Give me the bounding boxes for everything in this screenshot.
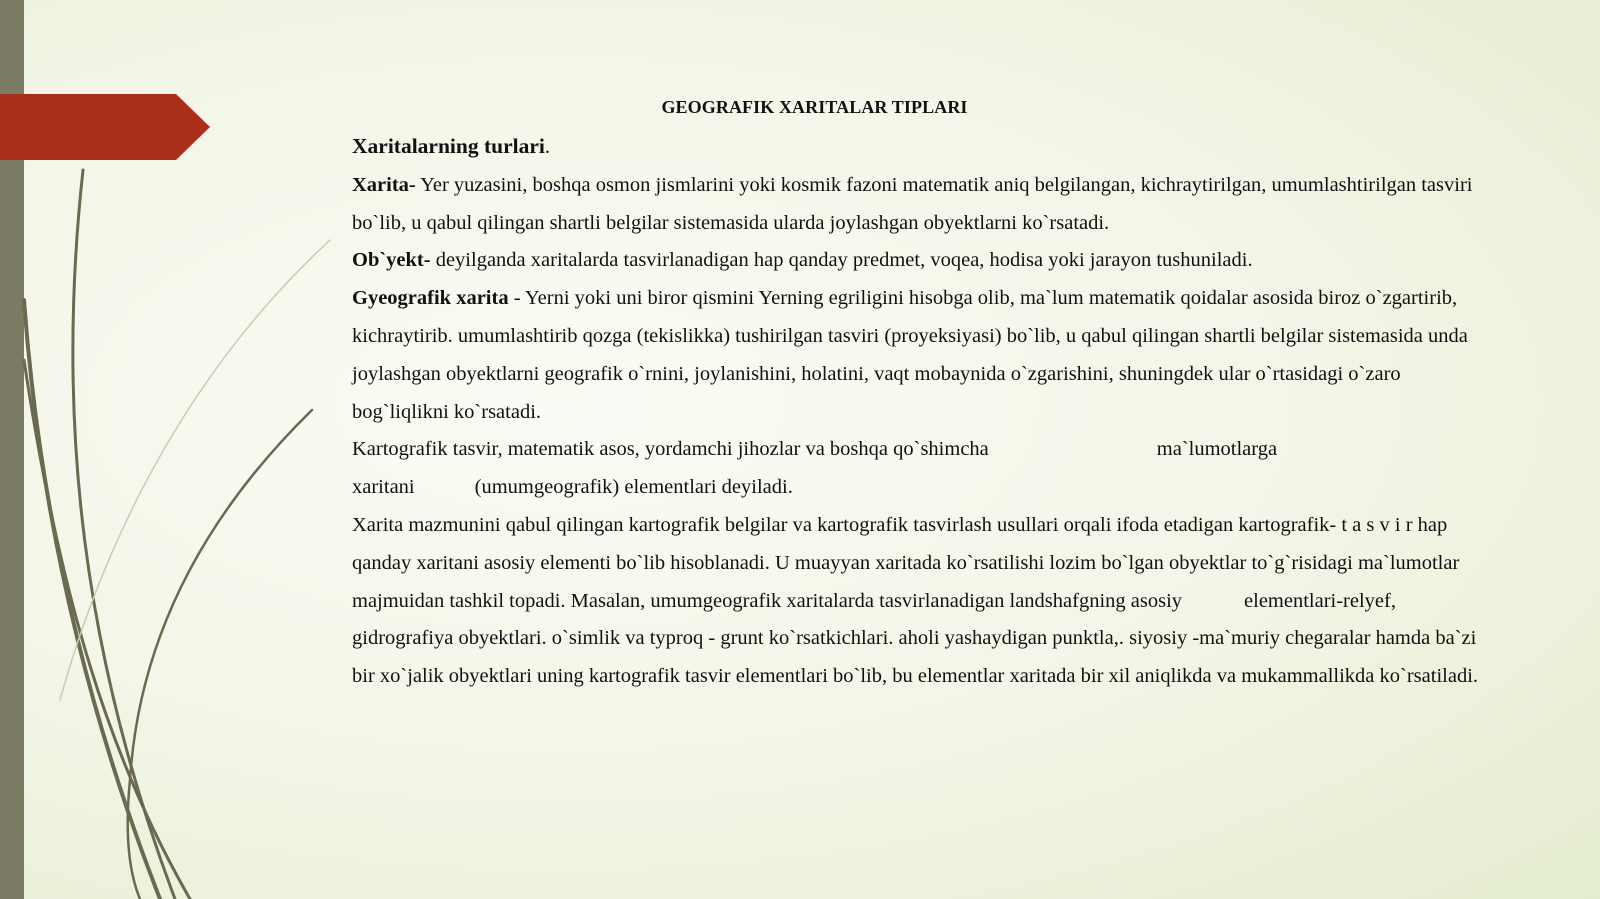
kartografik-tasvir-part-b: ma`lumotlarga [1156, 438, 1278, 461]
term-geografik-xarita: Gyeografik xarita [352, 287, 509, 310]
subheading-tail: . [544, 136, 551, 158]
xarita-mazmuni-part-b: elementlari-relyef, gidrografiya obyektlari. o`simlik va typroq - grunt ko`rsatkichlari. aholi yashaydigan punktla,. siyosiy -ma`muriy chegaralar hamda ba`zi bir xo`jalik obyektlari uning kartografik tasvir elementlari bo`lib, bu elementlar xaritada bir xil aniqlikda va mukammallikda ko`rsatiladi. [352, 589, 1479, 688]
kartografik-tasvir-part-d: (umumgeografik) elementlari deyiladi. [474, 476, 793, 499]
paragraph-obyekt [352, 242, 1502, 280]
paragraph-kartografik-tasvir [352, 431, 1502, 507]
paragraph-xarita-text: Yer yuzasini, boshqa osmon jismlarini yoki kosmik fazoni matematik aniq belgilangan, kichraytirilgan, umumlashtirilgan tasviri bo`lib, u qabul qilingan shartli belgilar sistemasida ularda joylashgan obyektlarni ko`rsatadi. [352, 173, 1473, 234]
term-xarita: Xarita- [352, 173, 416, 196]
paragraph-xarita-mazmuni [352, 507, 1502, 696]
paragraph-obyekt-text: deyilganda xaritalarda tasvirlanadigan hap qanday predmet, voqea, hodisa yoki jarayon tushuniladi. [430, 249, 1253, 272]
kartografik-tasvir-part-c: xaritani [352, 476, 415, 499]
paragraph-geografik-xarita [352, 280, 1502, 431]
slide-body [352, 128, 1502, 696]
kartografik-tasvir-part-a: Kartografik tasvir, matematik asos, yordamchi jihozlar va boshqa qo`shimcha [352, 438, 989, 461]
paragraph-geografik-xarita-text: - Yerni yoki uni biror qismini Yerning egriligini hisobga olib, ma`lum matematik qoidalar asosida biroz o`zgartirib, kichraytirib. umumlashtirib qozga (tekislikka) tushirilgan tasviri (proyeksiyasi) bo`lib, u qabul qilingan shartli belgilar sistemasida unda joylashgan obyektlarni geografik o`rnini, joylanishini, holatini, vaqt mobaynida o`zgarishini, shuningdek ular o`rtasidagi o`zaro bog`liqlikni ko`rsatadi. [352, 287, 1468, 423]
xarita-mazmuni-part-a: Xarita mazmunini qabul qilingan kartografik belgilar va kartografik tasvirlash usullari orqali ifoda etadigan kartografik- t a s v i r hap qanday xaritani asosiy elementi bo`lib hisoblanadi. U muayyan xaritada ko`rsatilishi lozim bo`lgan obyektlar to`g`risidagi ma`lumotlar majmuidan tashkil topadi. Masalan, umumgeografik xaritalarda tasvirlanadigan landshafgning asosiy [352, 513, 1460, 612]
slide-title: GEOGRAFIK XARITALAR TIPLARI [661, 97, 968, 117]
subheading-line [352, 128, 1502, 167]
red-arrow-shape [0, 94, 210, 160]
subheading: Xaritalarning turlari [352, 134, 545, 158]
term-obyekt: Ob`yekt- [352, 249, 431, 272]
paragraph-xarita [352, 167, 1502, 243]
